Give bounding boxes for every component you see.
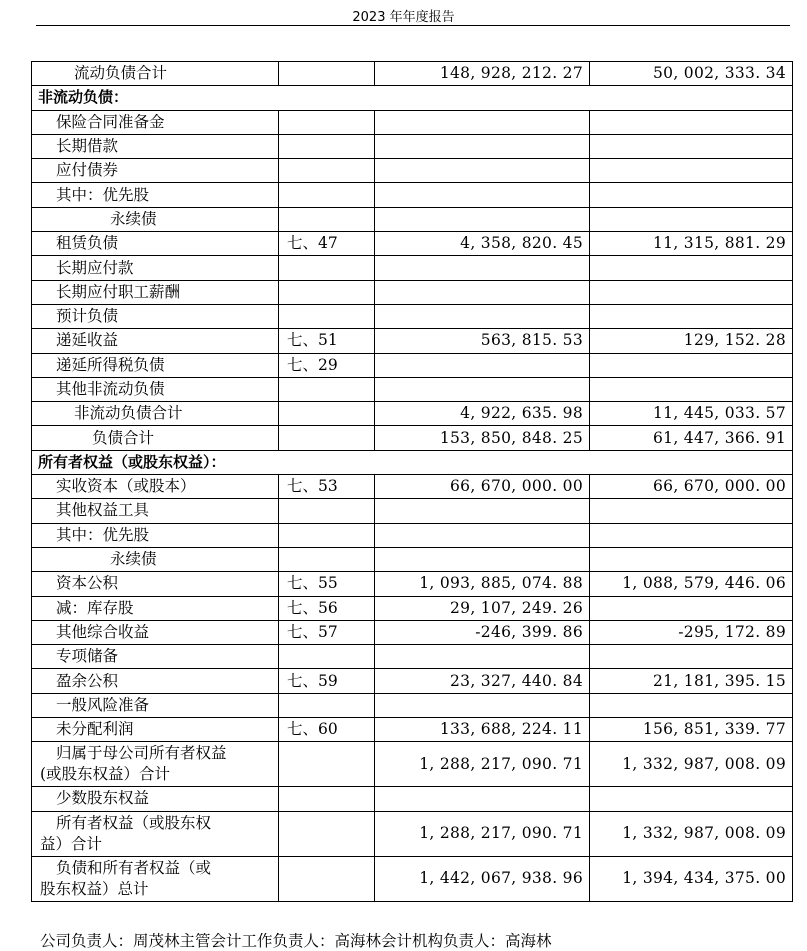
current-period-value: 1, 288, 217, 090. 71 — [375, 811, 590, 856]
table-row — [32, 475, 793, 499]
note-ref — [279, 856, 375, 901]
current-period-value — [375, 499, 590, 523]
note-ref: 七、60 — [279, 718, 375, 742]
table-row — [32, 645, 793, 669]
prior-period-value — [590, 645, 793, 669]
line-item-label: 其他综合收益 — [32, 620, 279, 644]
prior-period-value: 1, 394, 434, 375. 00 — [590, 856, 793, 901]
note-ref — [279, 523, 375, 547]
note-ref — [279, 645, 375, 669]
prior-period-value: 11, 445, 033. 57 — [590, 402, 793, 426]
line-item-label: 保险合同准备金 — [32, 110, 279, 134]
line-item-label-line2: (或股东权益）合计 — [40, 765, 171, 784]
current-period-value — [375, 353, 590, 377]
current-period-value: 29, 107, 249. 26 — [375, 596, 590, 620]
prior-period-value — [590, 787, 793, 811]
current-period-value — [375, 134, 590, 158]
report-title: 2023 年年度报告 — [352, 10, 455, 25]
table-row — [32, 232, 793, 256]
line-item-label-line2: 益）合计 — [40, 834, 103, 853]
prior-period-value: 1, 332, 987, 008. 09 — [590, 742, 793, 787]
table-row — [32, 620, 793, 644]
note-ref — [279, 304, 375, 328]
table-row — [32, 499, 793, 523]
line-item-label — [32, 856, 279, 901]
prior-period-value — [590, 693, 793, 717]
table-row — [32, 718, 793, 742]
prior-period-value: -295, 172. 89 — [590, 620, 793, 644]
prior-period-value: 21, 181, 395. 15 — [590, 669, 793, 693]
note-ref: 七、57 — [279, 620, 375, 644]
line-item-label: 一般风险准备 — [32, 693, 279, 717]
line-item-label: 递延收益 — [32, 329, 279, 353]
line-item-label: 应付债券 — [32, 159, 279, 183]
line-item-label: 永续债 — [32, 207, 279, 231]
current-period-value: -246, 399. 86 — [375, 620, 590, 644]
line-item-label: 递延所得税负债 — [32, 353, 279, 377]
line-item-label: 盈余公积 — [32, 669, 279, 693]
prior-period-value — [590, 523, 793, 547]
line-item-label — [32, 742, 279, 787]
current-period-value: 563, 815. 53 — [375, 329, 590, 353]
table-row — [32, 523, 793, 547]
note-ref — [279, 787, 375, 811]
table-row — [32, 183, 793, 207]
current-period-value — [375, 523, 590, 547]
table-row — [32, 572, 793, 596]
current-period-value: 153, 850, 848. 25 — [375, 426, 590, 450]
balance-sheet-body — [32, 62, 793, 902]
note-ref — [279, 377, 375, 401]
current-period-value — [375, 547, 590, 571]
note-ref — [279, 256, 375, 280]
note-ref — [279, 159, 375, 183]
current-period-value — [375, 693, 590, 717]
line-item-label: 专项储备 — [32, 645, 279, 669]
table-row — [32, 426, 793, 450]
prior-period-value — [590, 256, 793, 280]
prior-period-value: 61, 447, 366. 91 — [590, 426, 793, 450]
line-item-label: 负债合计 — [32, 426, 279, 450]
line-item-label: 预计负债 — [32, 304, 279, 328]
line-item-label-line1: 归属于母公司所有者权益 — [56, 744, 227, 763]
note-ref — [279, 62, 375, 86]
current-period-value: 133, 688, 224. 11 — [375, 718, 590, 742]
prior-period-value — [590, 207, 793, 231]
table-row — [32, 402, 793, 426]
current-period-value: 1, 288, 217, 090. 71 — [375, 742, 590, 787]
line-item-label: 租赁负债 — [32, 232, 279, 256]
line-item-label: 非流动负债合计 — [32, 402, 279, 426]
prior-period-value: 1, 088, 579, 446. 06 — [590, 572, 793, 596]
line-item-label: 其他权益工具 — [32, 499, 279, 523]
note-ref: 七、56 — [279, 596, 375, 620]
prior-period-value — [590, 377, 793, 401]
note-ref: 七、55 — [279, 572, 375, 596]
table-row — [32, 256, 793, 280]
table-row — [32, 693, 793, 717]
prior-period-value — [590, 304, 793, 328]
line-item-label: 流动负债合计 — [32, 62, 279, 86]
current-period-value: 1, 093, 885, 074. 88 — [375, 572, 590, 596]
line-item-label: 其他非流动负债 — [32, 377, 279, 401]
line-item-label-line1: 所有者权益（或股东权 — [56, 813, 212, 832]
current-period-value — [375, 645, 590, 669]
line-item-label: 永续债 — [32, 547, 279, 571]
balance-sheet-table — [31, 61, 793, 902]
section-row — [32, 86, 793, 110]
line-item-label: 减：库存股 — [32, 596, 279, 620]
current-period-value — [375, 183, 590, 207]
note-ref — [279, 110, 375, 134]
prior-period-value — [590, 596, 793, 620]
note-ref: 七、51 — [279, 329, 375, 353]
table-row — [32, 329, 793, 353]
line-item-label: 少数股东权益 — [32, 787, 279, 811]
line-item-label — [32, 811, 279, 856]
note-ref: 七、29 — [279, 353, 375, 377]
section-row — [32, 450, 793, 474]
table-row — [32, 377, 793, 401]
current-period-value: 66, 670, 000. 00 — [375, 475, 590, 499]
prior-period-value — [590, 110, 793, 134]
line-item-label: 长期应付职工薪酬 — [32, 280, 279, 304]
table-row — [32, 134, 793, 158]
note-ref — [279, 742, 375, 787]
note-ref: 七、53 — [279, 475, 375, 499]
section-heading: 所有者权益（或股东权益）： — [32, 450, 793, 474]
current-period-value — [375, 159, 590, 183]
current-period-value — [375, 280, 590, 304]
note-ref — [279, 402, 375, 426]
prior-period-value — [590, 353, 793, 377]
current-period-value — [375, 110, 590, 134]
note-ref: 七、59 — [279, 669, 375, 693]
table-row — [32, 547, 793, 571]
table-row — [32, 811, 793, 856]
table-row — [32, 787, 793, 811]
table-row — [32, 669, 793, 693]
section-heading: 非流动负债： — [32, 86, 793, 110]
current-period-value: 148, 928, 212. 27 — [375, 62, 590, 86]
table-row — [32, 280, 793, 304]
prior-period-value — [590, 499, 793, 523]
prior-period-value: 156, 851, 339. 77 — [590, 718, 793, 742]
prior-period-value — [590, 280, 793, 304]
table-row — [32, 856, 793, 901]
note-ref — [279, 811, 375, 856]
note-ref: 七、47 — [279, 232, 375, 256]
table-row — [32, 207, 793, 231]
current-period-value — [375, 207, 590, 231]
note-ref — [279, 693, 375, 717]
line-item-label: 实收资本（或股本） — [32, 475, 279, 499]
table-row — [32, 304, 793, 328]
note-ref — [279, 183, 375, 207]
note-ref — [279, 499, 375, 523]
current-period-value: 4, 922, 635. 98 — [375, 402, 590, 426]
table-row — [32, 159, 793, 183]
prior-period-value: 50, 002, 333. 34 — [590, 62, 793, 86]
prior-period-value — [590, 547, 793, 571]
current-period-value: 1, 442, 067, 938. 96 — [375, 856, 590, 901]
current-period-value: 23, 327, 440. 84 — [375, 669, 590, 693]
prior-period-value: 129, 152. 28 — [590, 329, 793, 353]
line-item-label: 长期借款 — [32, 134, 279, 158]
line-item-label: 未分配利润 — [32, 718, 279, 742]
line-item-label: 资本公积 — [32, 572, 279, 596]
signatories-line: 公司负责人：周茂林主管会计工作负责人：高海林会计机构负责人：高海林 — [40, 932, 552, 950]
current-period-value — [375, 787, 590, 811]
current-period-value — [375, 256, 590, 280]
note-ref — [279, 207, 375, 231]
note-ref — [279, 280, 375, 304]
note-ref — [279, 134, 375, 158]
current-period-value — [375, 377, 590, 401]
prior-period-value — [590, 159, 793, 183]
table-row — [32, 596, 793, 620]
current-period-value: 4, 358, 820. 45 — [375, 232, 590, 256]
line-item-label: 其中：优先股 — [32, 523, 279, 547]
table-row — [32, 353, 793, 377]
note-ref — [279, 547, 375, 571]
table-row — [32, 62, 793, 86]
prior-period-value — [590, 183, 793, 207]
prior-period-value: 66, 670, 000. 00 — [590, 475, 793, 499]
line-item-label: 长期应付款 — [32, 256, 279, 280]
line-item-label-line1: 负债和所有者权益（或 — [56, 858, 212, 877]
line-item-label: 其中：优先股 — [32, 183, 279, 207]
table-row — [32, 742, 793, 787]
prior-period-value — [590, 134, 793, 158]
header-divider — [36, 25, 790, 26]
line-item-label-line2: 股东权益）总计 — [40, 879, 149, 898]
table-row — [32, 110, 793, 134]
current-period-value — [375, 304, 590, 328]
note-ref — [279, 426, 375, 450]
prior-period-value: 11, 315, 881. 29 — [590, 232, 793, 256]
prior-period-value: 1, 332, 987, 008. 09 — [590, 811, 793, 856]
